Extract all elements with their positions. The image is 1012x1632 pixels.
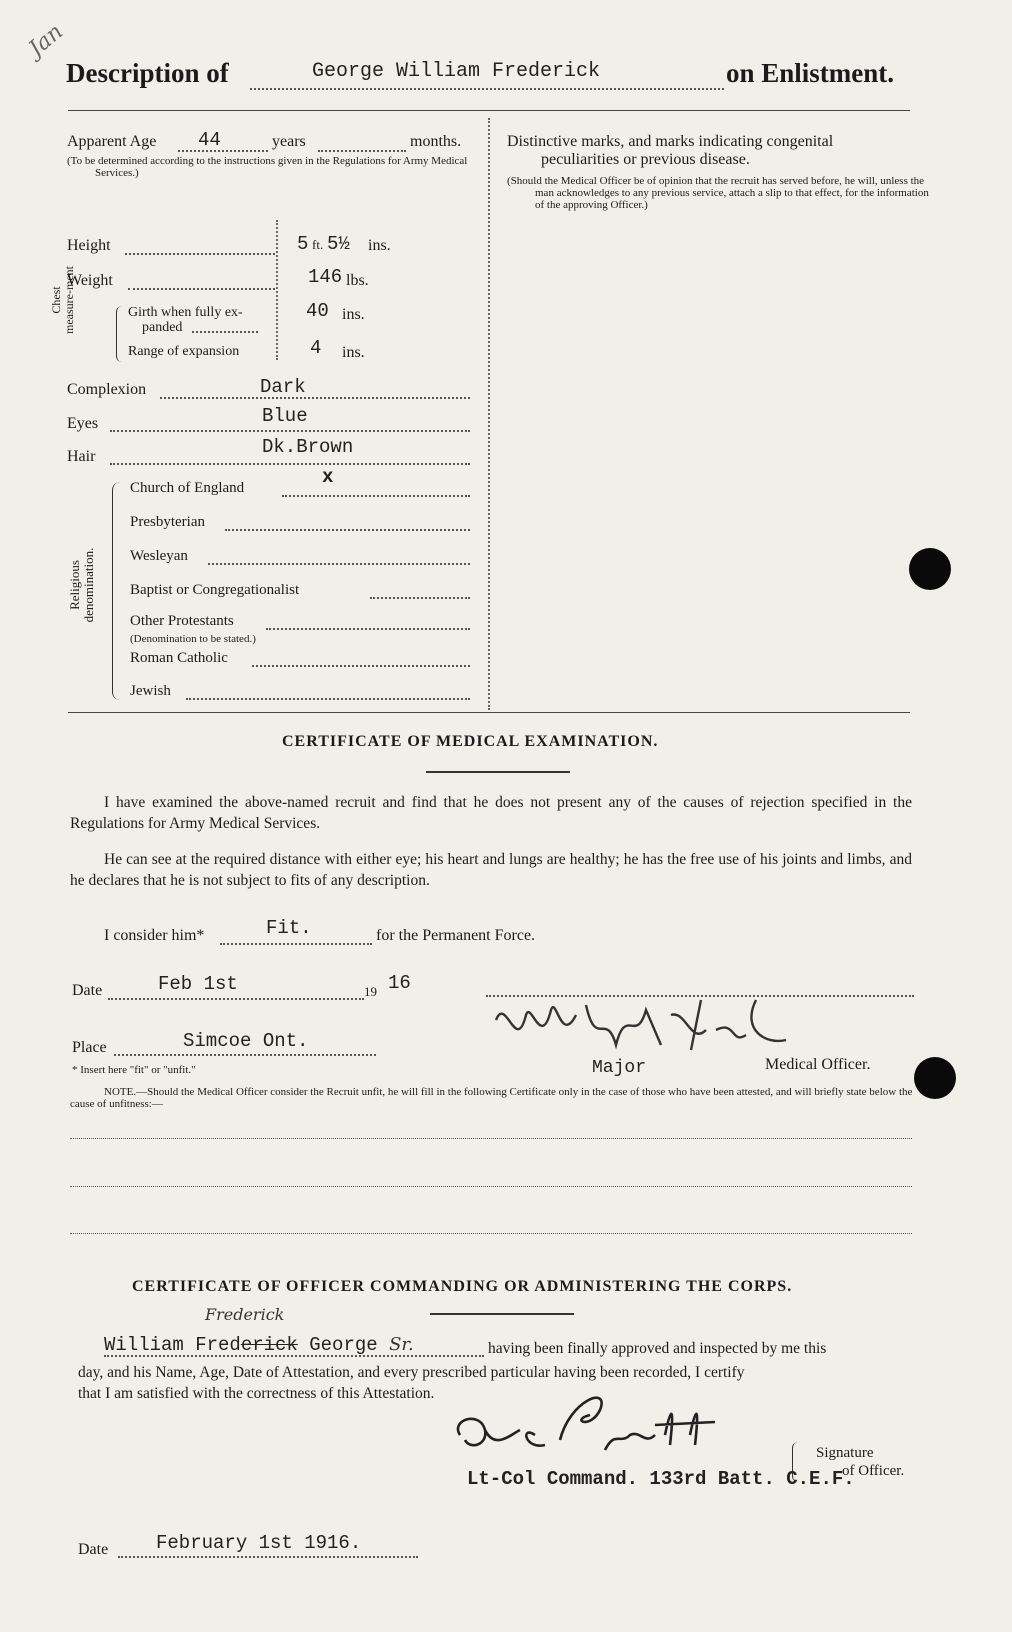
page-title xyxy=(66,58,229,89)
recruit-name-rest: George xyxy=(297,1334,378,1356)
medical-officer-signature xyxy=(486,990,806,1060)
medical-officer-label: Medical Officer. xyxy=(765,1056,871,1073)
apparent-age-label: Apparent Age xyxy=(67,133,157,150)
marks-line1: Distinctive marks, and marks indicating congenital xyxy=(507,133,834,150)
age-value: 44 xyxy=(198,129,221,151)
ft-label: ft. xyxy=(312,237,324,252)
height-ft: 5 xyxy=(297,233,309,255)
corner-note: Jan xyxy=(24,19,68,62)
religion-wesleyan: Wesleyan xyxy=(130,548,188,564)
commanding-date-label: Date xyxy=(78,1541,109,1558)
height-in: 5½ xyxy=(327,233,350,255)
religion-roman-catholic: Roman Catholic xyxy=(130,650,228,666)
religion-presbyterian: Presbyterian xyxy=(130,514,205,530)
religion-jewish: Jewish xyxy=(130,683,171,699)
commanding-officer-signature xyxy=(440,1380,740,1470)
signature-label-1: Signature xyxy=(816,1445,874,1461)
permanent-label: for the Permanent Force. xyxy=(376,927,536,944)
punch-hole xyxy=(914,1057,956,1099)
religion-label: Religious denomination. xyxy=(67,547,96,623)
place-label: Place xyxy=(72,1039,107,1056)
girth-label-1: Girth when fully ex- xyxy=(128,305,243,320)
commanding-recruit-name xyxy=(104,1334,414,1356)
insert-note: * Insert here "fit" or "unfit." xyxy=(72,1064,196,1076)
eyes-value: Blue xyxy=(262,405,308,427)
range-value: 4 xyxy=(310,337,322,359)
weight-value: 146 xyxy=(308,266,343,288)
religion-mark: x xyxy=(322,466,334,488)
name-correction: Frederick xyxy=(205,1305,285,1324)
fit-value: Fit. xyxy=(266,917,312,939)
marks-heading xyxy=(507,133,911,169)
medical-para-2: He can see at the required distance with either eye; his heart and lungs are healthy; he has the free use of his joints and limbs, and he declares that he is not subject to fits of any description. xyxy=(70,851,912,889)
recruit-name-suffix: Sr. xyxy=(389,1334,414,1355)
medical-officer-rank: Major xyxy=(592,1058,647,1078)
medical-date-label: Date xyxy=(72,982,103,999)
girth-value: 40 xyxy=(306,300,329,322)
signature-label-2: of Officer. xyxy=(842,1463,905,1479)
hair-label: Hair xyxy=(67,448,96,465)
ins-label-range: ins. xyxy=(342,344,365,361)
religion-church-of-england: Church of England xyxy=(130,480,245,496)
weight-label: Weight xyxy=(67,272,113,289)
commanding-officer-title: Lt-Col Command. 133rd Batt. C.E.F. xyxy=(467,1468,855,1490)
ins-label-height: ins. xyxy=(368,237,391,254)
recruit-name-first: William Fred xyxy=(104,1334,241,1356)
religion-baptist: Baptist or Congregationalist xyxy=(130,582,300,598)
commanding-text-1: having been finally approved and inspected by me this xyxy=(488,1340,827,1357)
commanding-text-2: day, and his Name, Age, Date of Attestation, and every prescribed particular having been recorded, I certify xyxy=(78,1364,745,1381)
ins-label-girth: ins. xyxy=(342,306,365,323)
religion-other-protestants: Other Protestants xyxy=(130,613,234,629)
complexion-value: Dark xyxy=(260,376,306,398)
commanding-date-value: February 1st 1916. xyxy=(156,1532,362,1554)
height-label: Height xyxy=(67,237,111,254)
medical-para-1: I have examined the above-named recruit and find that he does not present any of the causes of rejection specified in the Regulations for Army Medical Services. xyxy=(70,794,912,832)
title-prefix: Description of xyxy=(66,58,229,88)
consider-label: I consider him* xyxy=(104,927,205,944)
denomination-note: (Denomination to be stated.) xyxy=(130,633,256,645)
lbs-label: lbs. xyxy=(346,272,369,289)
age-note: (To be determined according to the instructions given in the Regulations for Army Medical Services.) xyxy=(67,155,468,179)
eyes-label: Eyes xyxy=(67,415,99,432)
marks-line2: peculiarities or previous disease. xyxy=(541,151,750,168)
place-value: Simcoe Ont. xyxy=(183,1030,309,1052)
range-label: Range of expansion xyxy=(128,344,240,359)
punch-hole xyxy=(909,548,951,590)
commanding-text-3: that I am satisfied with the correctness of this Attestation. xyxy=(78,1385,435,1402)
chest-label: Chest measure-ment xyxy=(49,266,76,334)
title-suffix: on Enlistment. xyxy=(726,58,895,88)
marks-note: (Should the Medical Officer be of opinion that the recruit has served before, he will, unless the man acknowledges to any previous service, attach a slip to that effect, for the information of the approving Officer.) xyxy=(507,175,929,211)
recruit-name: George William Frederick xyxy=(312,60,601,83)
year-prefix: 19 xyxy=(364,984,377,999)
months-label: months. xyxy=(410,133,462,150)
complexion-label: Complexion xyxy=(67,381,147,398)
year-value: 16 xyxy=(388,972,411,994)
years-label: years xyxy=(272,133,306,150)
hair-value: Dk.Brown xyxy=(262,436,354,458)
girth-label-2: panded xyxy=(142,320,183,335)
medical-date-value: Feb 1st xyxy=(158,973,238,995)
medical-heading: CERTIFICATE OF MEDICAL EXAMINATION. xyxy=(282,733,659,750)
recruit-name-struck: erick xyxy=(240,1334,298,1356)
medical-note: NOTE.—Should the Medical Officer consider the Recruit unfit, he will fill in the following Certificate only in the case of those who have been attested, and will briefly state below the cause of unfitness:— xyxy=(70,1086,913,1110)
commanding-heading: CERTIFICATE OF OFFICER COMMANDING OR ADMINISTERING THE CORPS. xyxy=(132,1278,793,1295)
